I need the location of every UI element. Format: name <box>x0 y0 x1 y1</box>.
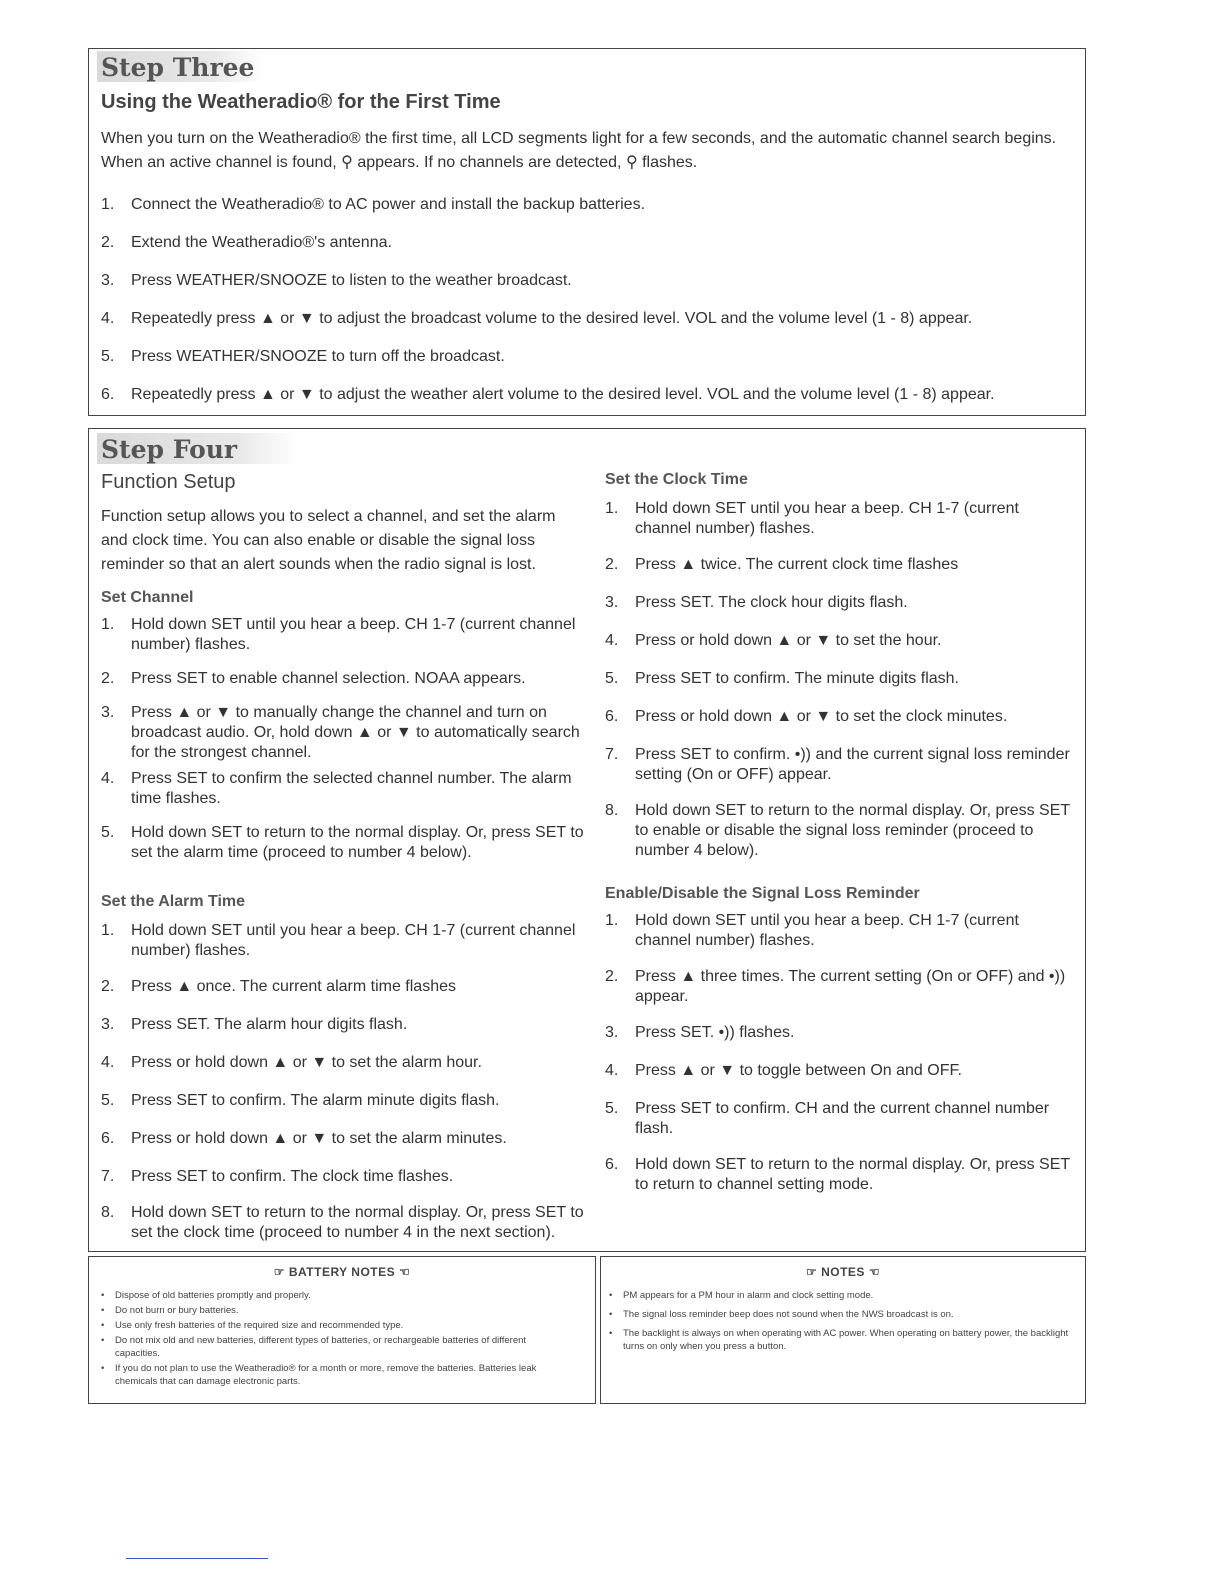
set-clock-title: Set the Clock Time <box>605 471 748 488</box>
list-item: • PM appears for a PM hour in alarm and clock setting mode. <box>607 1289 1075 1302</box>
list-item: • Do not burn or bury batteries. <box>99 1304 569 1317</box>
set-channel-title: Set Channel <box>101 589 194 606</box>
list-item: 6. Hold down SET to return to the normal display. Or, press SET to return to channel setting mode. <box>605 1156 1070 1193</box>
list-item: 3. Press SET. The clock hour digits flash. <box>605 594 908 611</box>
battery-notes-title: ☞ BATTERY NOTES ☜ <box>273 1265 411 1279</box>
list-item: 3. Press SET. •)) flashes. <box>605 1024 795 1041</box>
list-item: 2. Press SET to enable channel selection. NOAA appears. <box>101 670 526 687</box>
list-item: 5. Press SET to confirm. The alarm minute digits flash. <box>101 1092 500 1109</box>
list-item: 2. Press ▲ three times. The current setting (On or OFF) and •)) appear. <box>605 968 1066 1005</box>
list-item: 2. Extend the Weatheradio®'s antenna. <box>101 234 392 251</box>
list-item: 3. Press WEATHER/SNOOZE to listen to the weather broadcast. <box>101 272 572 289</box>
list-item: 4. Press ▲ or ▼ to toggle between On and OFF. <box>605 1062 962 1079</box>
set-alarm-list <box>101 921 587 1243</box>
step-three-badge: Step Three <box>97 51 262 82</box>
hand-icon: ☜ <box>868 1265 881 1279</box>
list-item: • If you do not plan to use the Weatheradio® for a month or more, remove the batteries. Batteries leak chemicals that can damage electronic parts. <box>99 1362 569 1388</box>
list-item: 1. Hold down SET until you hear a beep. CH 1-7 (current channel number) flashes. <box>101 616 576 653</box>
notes-list <box>607 1289 1075 1355</box>
list-item: 8. Hold down SET to return to the normal display. Or, press SET to enable or disable the signal loss reminder (proceed to number 4 below). <box>605 802 1070 859</box>
notes-panel <box>600 1256 1086 1404</box>
hand-icon: ☞ <box>273 1265 285 1279</box>
notes-title: ☞ NOTES ☜ <box>805 1265 881 1279</box>
step-four-badge: Step Four <box>97 433 297 464</box>
list-item: 1. Hold down SET until you hear a beep. CH 1-7 (current channel number) flashes. <box>101 922 576 959</box>
list-item: 5. Press SET to confirm. The minute digits flash. <box>605 670 959 687</box>
step-four-intro: Function setup allows you to select a channel, and set the alarm and clock time. You can also enable or disable the signal loss reminder so that an alert sounds when the radio signal is lost. <box>101 508 556 573</box>
list-item: 5. Press SET to confirm. CH and the current channel number flash. <box>605 1100 1050 1137</box>
list-item: 6. Repeatedly press ▲ or ▼ to adjust the weather alert volume to the desired level. VOL and the volume level (1 - 8) appear. <box>101 386 995 403</box>
list-item: • The backlight is always on when operating with AC power. When operating on battery power, the backlight turns on only when you press a button. <box>607 1327 1075 1353</box>
list-item: 4. Press or hold down ▲ or ▼ to set the alarm hour. <box>101 1054 482 1071</box>
step-four-heading: Function Setup <box>101 471 236 493</box>
list-item: 6. Press or hold down ▲ or ▼ to set the clock minutes. <box>605 708 1008 725</box>
list-item: 1. Connect the Weatheradio® to AC power and install the backup batteries. <box>101 196 646 213</box>
list-item: • Use only fresh batteries of the required size and recommended type. <box>99 1319 569 1332</box>
list-item: 1. Hold down SET until you hear a beep. CH 1-7 (current channel number) flashes. <box>605 500 1019 537</box>
list-item: 6. Press or hold down ▲ or ▼ to set the alarm minutes. <box>101 1130 507 1147</box>
list-item: 8. Hold down SET to return to the normal display. Or, press SET to set the clock time (proceed to number 4 in the next section). <box>101 1204 584 1241</box>
signal-loss-title: Enable/Disable the Signal Loss Reminder <box>605 885 920 902</box>
list-item: 5. Hold down SET to return to the normal display. Or, press SET to set the alarm time (proceed to number 4 below). <box>101 824 584 861</box>
set-alarm-title: Set the Alarm Time <box>101 893 246 910</box>
step-three-intro: When you turn on the Weatheradio® the first time, all LCD segments light for a few seconds, and the automatic channel search begins. When an active channel is found, ⚲ appears. If no channels are detected, ⚲ flashes. <box>101 130 1057 171</box>
list-item: 5. Press WEATHER/SNOOZE to turn off the broadcast. <box>101 348 505 365</box>
list-item: • The signal loss reminder beep does not sound when the NWS broadcast is on. <box>607 1308 1075 1321</box>
step-three-list <box>101 195 1071 405</box>
set-channel-list <box>101 615 587 863</box>
list-item: 2. Press ▲ once. The current alarm time flashes <box>101 978 456 995</box>
set-clock-list <box>605 499 1073 861</box>
step-three-panel <box>88 48 1086 416</box>
list-item: • Do not mix old and new batteries, different types of batteries, or rechargeable batteries of different capacities. <box>99 1334 569 1360</box>
hand-icon: ☞ <box>805 1265 818 1279</box>
hand-icon: ☜ <box>398 1265 411 1279</box>
battery-notes-panel <box>88 1256 596 1404</box>
footer-divider <box>126 1558 268 1559</box>
list-item: • Dispose of old batteries promptly and properly. <box>99 1289 569 1302</box>
battery-notes-list <box>99 1289 569 1390</box>
list-item: 3. Press ▲ or ▼ to manually change the channel and turn on broadcast audio. Or, hold down ▲ or ▼ to automatically search for the strongest channel. <box>101 704 580 761</box>
step-three-heading: Using the Weatheradio® for the First Time <box>101 91 501 113</box>
list-item: 1. Hold down SET until you hear a beep. CH 1-7 (current channel number) flashes. <box>605 912 1019 949</box>
list-item: 7. Press SET to confirm. •)) and the current signal loss reminder setting (On or OFF) appear. <box>605 746 1070 783</box>
list-item: 2. Press ▲ twice. The current clock time flashes <box>605 556 959 573</box>
list-item: 4. Repeatedly press ▲ or ▼ to adjust the broadcast volume to the desired level. VOL and the volume level (1 - 8) appear. <box>101 310 973 327</box>
signal-loss-list <box>605 911 1073 1195</box>
list-item: 4. Press or hold down ▲ or ▼ to set the hour. <box>605 632 942 649</box>
step-four-panel <box>88 428 1086 1252</box>
list-item: 3. Press SET. The alarm hour digits flash. <box>101 1016 408 1033</box>
list-item: 7. Press SET to confirm. The clock time flashes. <box>101 1168 454 1185</box>
list-item: 4. Press SET to confirm the selected channel number. The alarm time flashes. <box>101 770 572 807</box>
